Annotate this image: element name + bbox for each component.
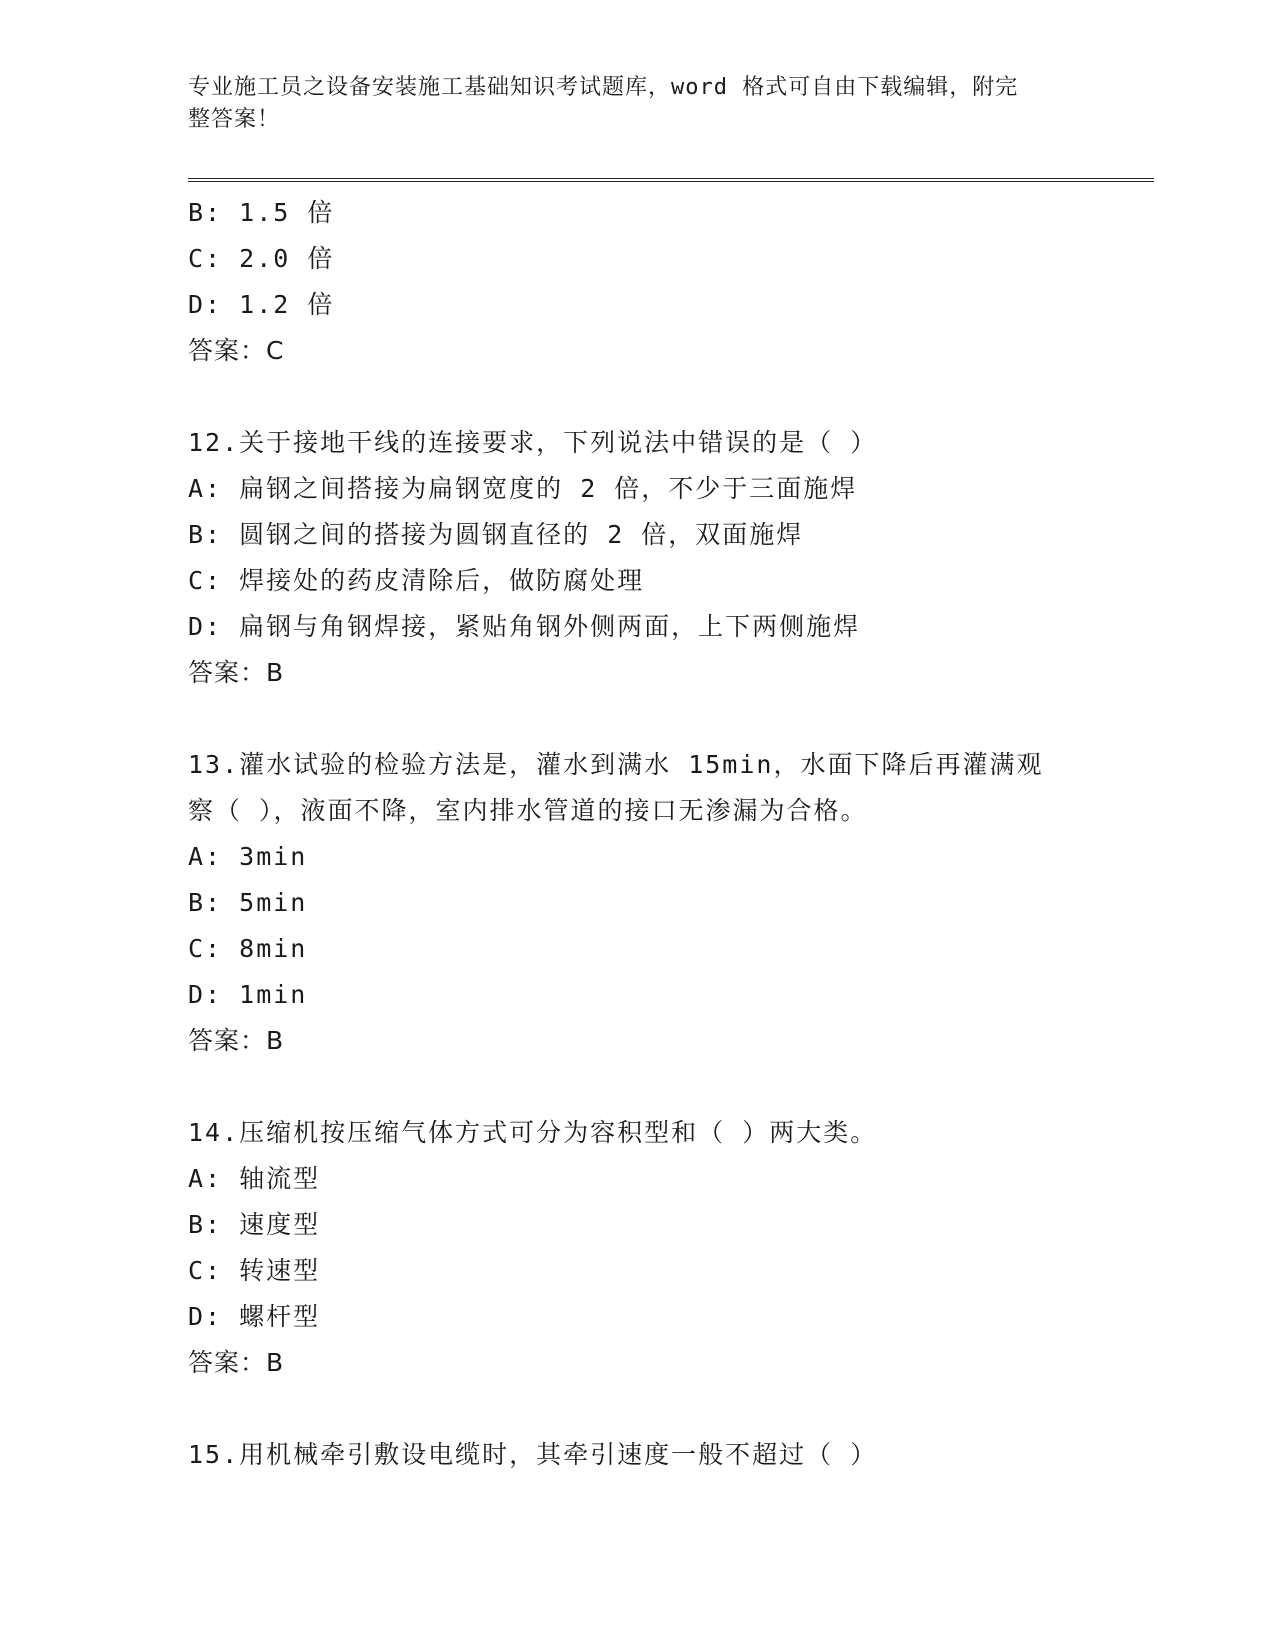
option-c: C: 8min: [188, 934, 308, 963]
option-d: D: 1.2 倍: [188, 290, 335, 319]
option-c: C: 2.0 倍: [188, 244, 335, 273]
question-text-line-1: 13.灌水试验的检验方法是，灌水到满水 15min，水面下降后再灌满观: [188, 750, 1044, 779]
document-header: [188, 72, 1068, 136]
spacer: [188, 374, 1088, 420]
option-b: B: 圆钢之间的搭接为圆钢直径的 2 倍，双面施焊: [188, 520, 804, 549]
option-b: B: 速度型: [188, 1210, 321, 1239]
question-block-15: [188, 1432, 1088, 1478]
answer-label: 答案：C: [188, 336, 285, 365]
option-b: B: 1.5 倍: [188, 198, 335, 227]
spacer: [188, 1064, 1088, 1110]
option-b: B: 5min: [188, 888, 308, 917]
question-text: 14.压缩机按压缩气体方式可分为容积型和（ ）两大类。: [188, 1118, 878, 1147]
answer-label: 答案：B: [188, 658, 285, 687]
spacer: [188, 1386, 1088, 1432]
question-block-12: [188, 420, 1088, 696]
option-d: D: 螺杆型: [188, 1302, 321, 1331]
option-c: C: 转速型: [188, 1256, 321, 1285]
question-text: 15.用机械牵引敷设电缆时，其牵引速度一般不超过（ ）: [188, 1440, 878, 1469]
option-a: A: 3min: [188, 842, 308, 871]
header-divider: [188, 178, 1154, 182]
question-block-prev: [188, 190, 1088, 374]
option-a: A: 扁钢之间搭接为扁钢宽度的 2 倍，不少于三面施焊: [188, 474, 858, 503]
option-d: D: 1min: [188, 980, 308, 1009]
option-d: D: 扁钢与角钢焊接，紧贴角钢外侧两面，上下两侧施焊: [188, 612, 861, 641]
question-text: 12.关于接地干线的连接要求，下列说法中错误的是（ ）: [188, 428, 878, 457]
question-block-13: [188, 742, 1088, 1064]
header-title-line-2: 整答案！: [188, 107, 281, 132]
spacer: [188, 696, 1088, 742]
answer-label: 答案：B: [188, 1348, 285, 1377]
question-text-line-2: 察（ ），液面不降，室内排水管道的接口无渗漏为合格。: [188, 796, 868, 825]
option-c: C: 焊接处的药皮清除后，做防腐处理: [188, 566, 645, 595]
question-block-14: [188, 1110, 1088, 1386]
answer-label: 答案：B: [188, 1026, 285, 1055]
question-list: [188, 190, 1088, 1478]
header-title-line-1: 专业施工员之设备安装施工基础知识考试题库，word 格式可自由下载编辑，附完: [188, 75, 1019, 100]
option-a: A: 轴流型: [188, 1164, 321, 1193]
